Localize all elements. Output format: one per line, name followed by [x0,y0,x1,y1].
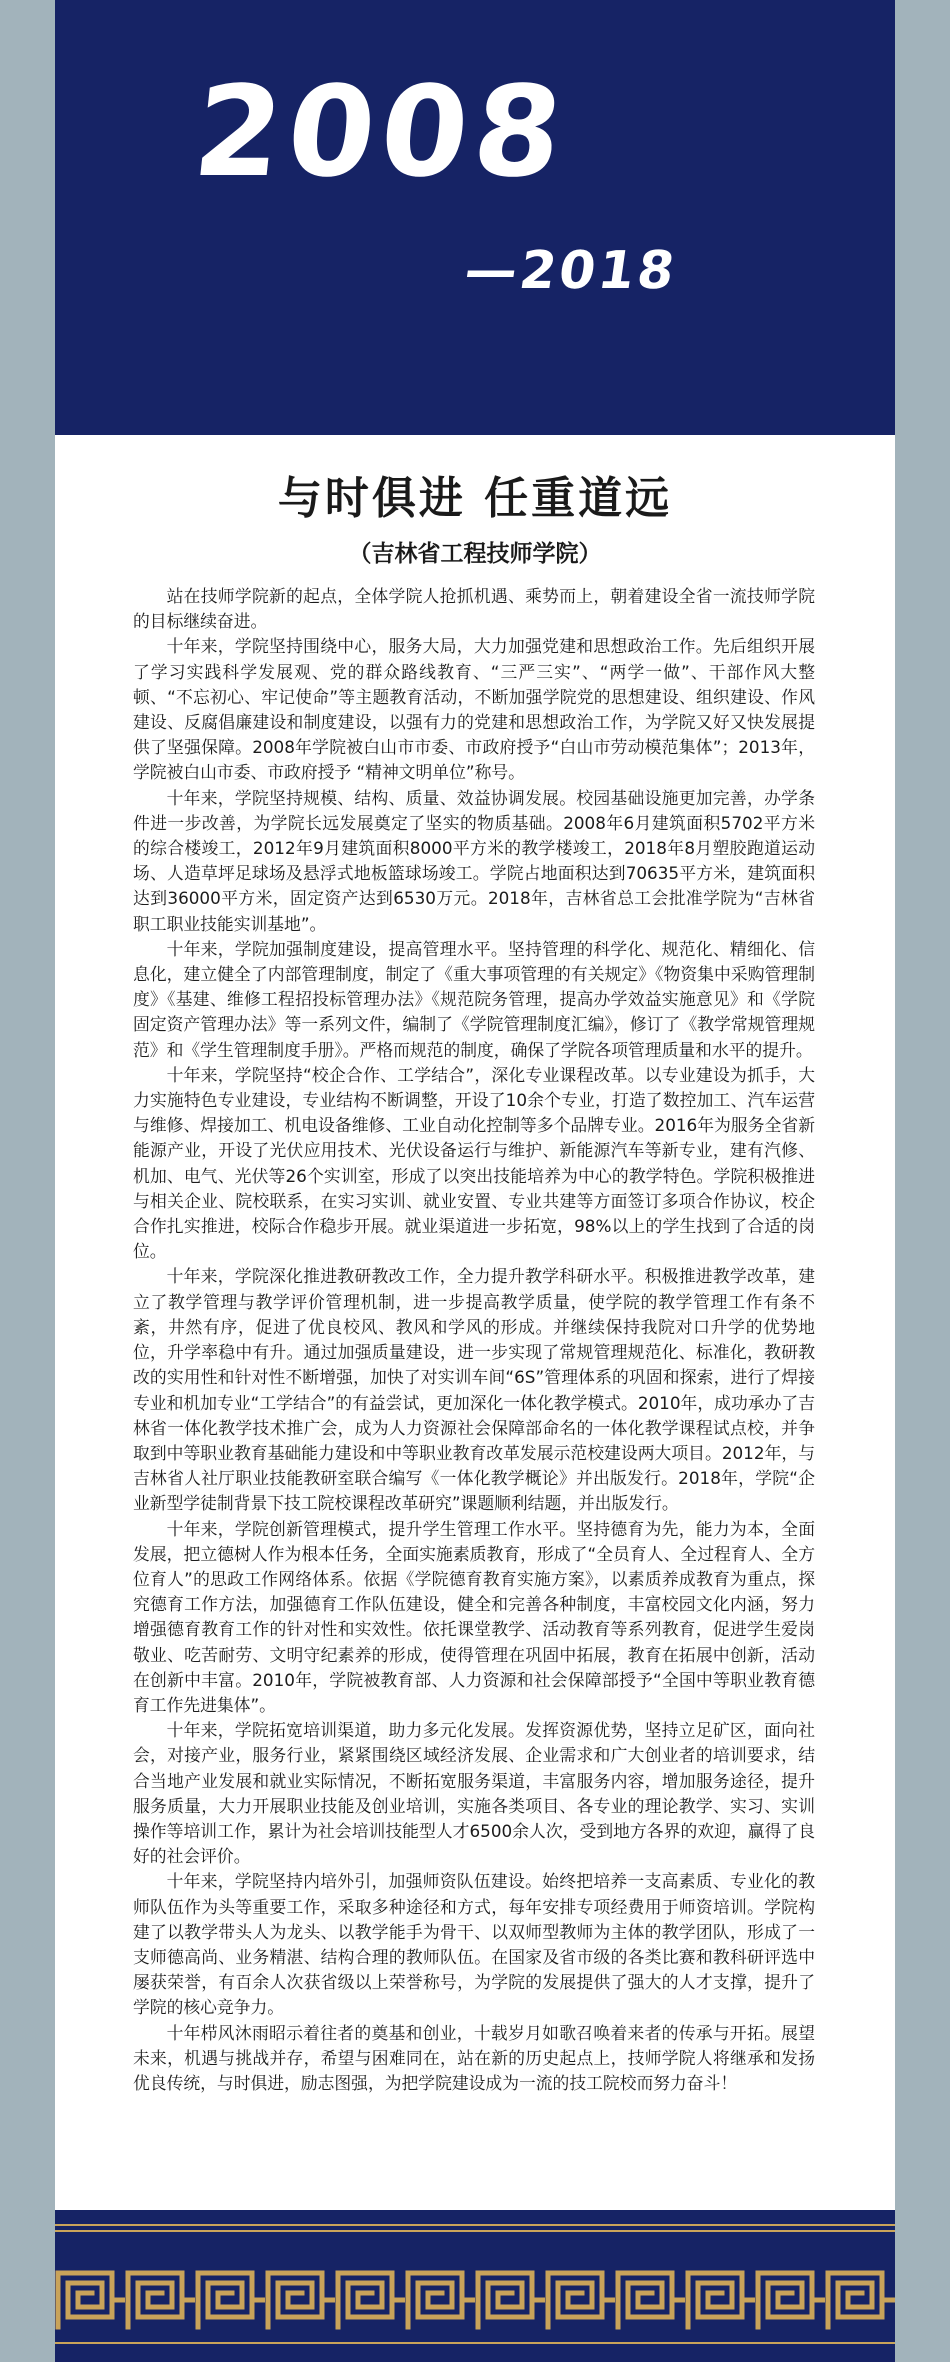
header-banner [55,0,895,435]
paragraph: 十年来，学院坚持“校企合作、工学结合”，深化专业课程改革。以专业建设为抓手，大力实施特色专业建设，专业结构不断调整，开设了10余个专业，打造了数控加工、汽车运营与维修、焊接加工、机电设备维修、工业自动化控制等多个品牌专业。2016年为服务全省新能源产业，开设了光伏应用技术、光伏设备运行与维护、新能源汽车等新专业，建有汽修、机加、电气、光伏等26个实训室，形成了以突出技能培养为中心的教学特色。学院积极推进与相关企业、院校联系，在实习实训、就业安置、专业共建等方面签订多项合作协议，校企合作扎实推进，校际合作稳步开展。就业渠道进一步拓宽，98%以上的学生找到了合适的岗位。 [133,1064,815,1262]
page-subtitle: （吉林省工程技师学院） [348,541,602,567]
gold-divider [55,2342,895,2344]
paragraph: 十年来，学院创新管理模式，提升学生管理工作水平。坚持德育为先，能力为本，全面发展，把立德树人作为根本任务，全面实施素质教育，形成了“全员育人、全过程育人、全方位育人”的思政工作网络体系。依据《学院德育教育实施方案》，以素质养成教育为重点，探究德育工作方法，加强德育工作队伍建设，健全和完善各种制度，丰富校园文化内涵，努力增强德育教育工作的针对性和实效性。依托课堂教学、活动教育等系列教育，促进学生爱岗敬业、吃苦耐劳、文明守纪素养的形成，使得管理在巩固中拓展，教育在拓展中创新，活动在创新中丰富。2010年，学院被教育部、人力资源和社会保障部授予“全国中等职业教育德育工作先进集体”。 [133,1518,815,1715]
paragraph: 十年来，学院坚持规模、结构、质量、效益协调发展。校园基础设施更加完善，办学条件进一步改善，为学院长远发展奠定了坚实的物质基础。2008年6月建筑面积5702平方米的综合楼竣工，2012年9月建筑面积8000平方米的教学楼竣工，2018年8月塑胶跑道运动场、人造草坪足球场及悬浮式地板篮球场竣工。学院占地面积达到70635平方米，建筑面积达到36000平方米，固定资产达到6530万元。2018年，吉林省总工会批准学院为“吉林省职工职业技能实训基地”。 [133,787,815,934]
paragraph: 十年来，学院深化推进教研教改工作，全力提升教学科研水平。积极推进教学改革，建立了教学管理与教学评价管理机制，进一步提高教学质量，使学院的教学管理工作有条不紊，井然有序，促进了优良校风、教风和学风的形成。并继续保持我院对口升学的优势地位，升学率稳中有升。通过加强质量建设，进一步实现了常规管理规范化、标准化，教研教改的实用性和针对性不断增强，加快了对实训车间“6S”管理体系的巩固和探索，进行了焊接专业和机加专业“工学结合”的有益尝试，更加深化一体化教学模式。2010年，成功承办了吉林省一体化教学技术推广会，成为人力资源社会保障部命名的一体化教学课程试点校，并争取到中等职业教育基础能力建设和中等职业教育改革发展示范校建设两大项目。2012年，与吉林省人社厅职业技能教研室联合编写《一体化教学概论》并出版发行。2018年，学院“企业新型学徒制背景下技工院校课程改革研究”课题顺利结题，并出版发行。 [133,1266,815,1514]
paragraph: 十年来，学院坚持内培外引，加强师资队伍建设。始终把培养一支高素质、专业化的教师队伍作为头等重要工作，采取多种途径和方式，每年安排专项经费用于师资培训。学院构建了以教学带头人为龙头、以教学能手为骨干、以双师型教师为主体的教学团队，形成了一支师德高尚、业务精湛、结构合理的教师队伍。在国家及省市级的各类比赛和教科研评选中屡获荣誉，有百余人次获省级以上荣誉称号，为学院的发展提供了强大的人才支撑，提升了学院的核心竞争力。 [133,1871,815,2018]
footer-banner [55,2210,895,2362]
page-title: 与时俱进 任重道远 [277,473,673,524]
gold-divider [55,2230,895,2232]
paragraph: 十年栉风沐雨昭示着往者的奠基和创业，十载岁月如歌召唤着来者的传承与开拓。展望未来，机遇与挑战并存，希望与困难同在，站在新的历史起点上，技师学院人将继承和发扬优良传统，与时俱进，励志图强，为把学院建设成为一流的技工院校而努力奋斗！ [133,2022,815,2093]
paragraph: 站在技师学院新的起点，全体学院人抢抓机遇、乘势而上，朝着建设全省一流技师学院的目标继续奋进。 [133,586,815,632]
paragraph: 十年来，学院加强制度建设，提高管理水平。坚持管理的科学化、规范化、精细化、信息化，建立健全了内部管理制度，制定了《重大事项管理的有关规定》《物资集中采购管理制度》《基建、维修工程招投标管理办法》《规范院务管理，提高办学效益实施意见》和《学院固定资产管理办法》等一系列文件，编制了《学院管理制度汇编》，修订了《教学常规管理规范》和《学生管理制度手册》。严格而规范的制度，确保了学院各项管理质量和水平的提升。 [133,938,815,1060]
paragraph: 十年来，学院坚持围绕中心，服务大局，大力加强党建和思想政治工作。先后组织开展了学习实践科学发展观、党的群众路线教育、“三严三实”、“两学一做”、干部作风大整顿、“不忘初心、牢记使命”等主题教育活动，不断加强学院党的思想建设、组织建设、作风建设、反腐倡廉建设和制度建设，以强有力的党建和思想政治工作，为学院又好又快发展提供了坚强保障。2008年学院被白山市市委、市政府授予“白山市劳动模范集体”；2013年，学院被白山市委、市政府授予 “精神文明单位”称号。 [133,636,815,783]
fret-pattern-icon [55,2270,895,2330]
gold-divider [55,2224,895,2226]
paragraph: 十年来，学院拓宽培训渠道，助力多元化发展。发挥资源优势，坚持立足矿区，面向社会，对接产业，服务行业，紧紧围绕区域经济发展、企业需求和广大创业者的培训要求，结合当地产业发展和就业实际情况，不断拓宽服务渠道，丰富服务内容，增加服务途径，提升服务质量，大力开展职业技能及创业培训，实施各类项目、各专业的理论教学、实习、实训操作等培训工作，累计为社会培训技能型人才6500余人次，受到地方各界的欢迎，赢得了良好的社会评价。 [133,1720,815,1867]
poster [55,0,895,2362]
year-start: 2008 [187,60,575,205]
article-body [133,584,815,2096]
year-end: —2018 [460,241,681,301]
